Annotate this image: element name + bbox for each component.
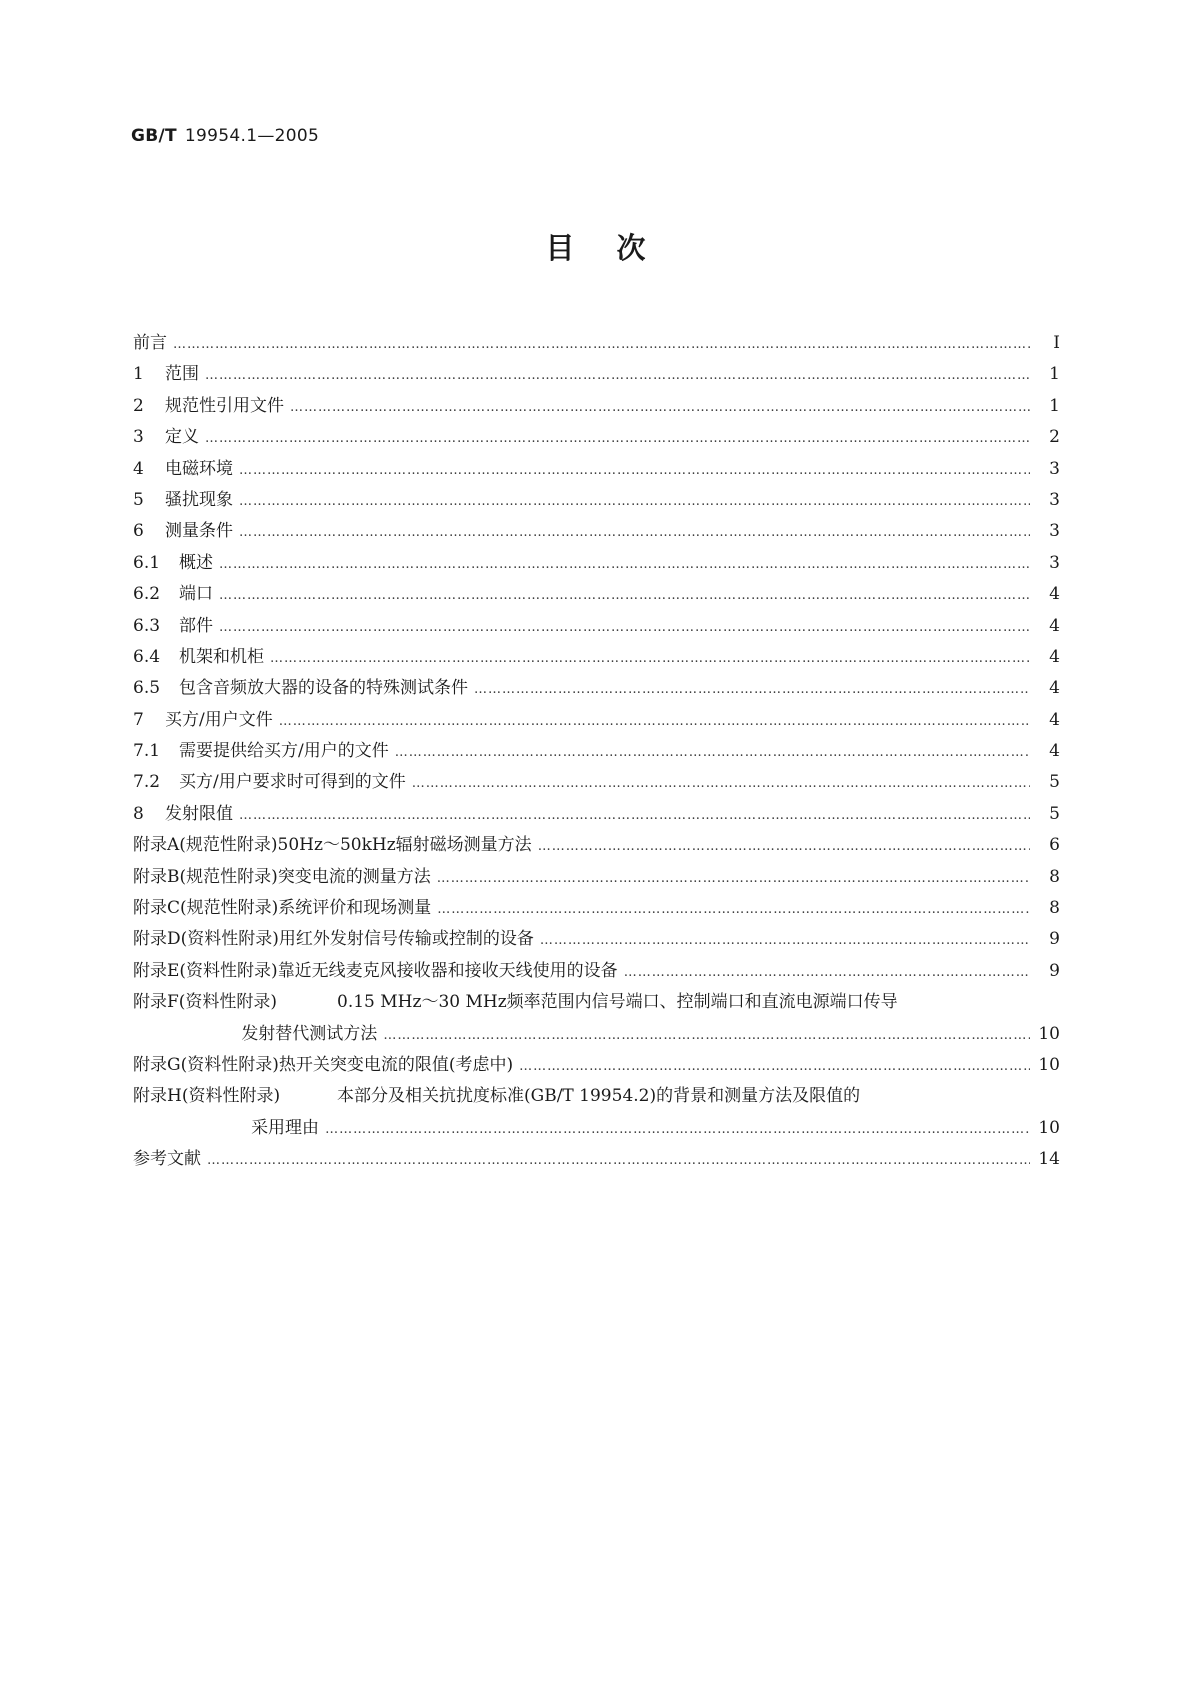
toc-annex-prefix: 附录E(资料性附录)	[133, 960, 278, 981]
toc-entry-page: 3	[1049, 458, 1060, 479]
toc-entry-label: 前言	[133, 333, 167, 353]
toc-leader-dots	[205, 360, 1030, 391]
toc-entry-page: 5	[1049, 803, 1060, 824]
toc-entry-annex-f[interactable]	[133, 987, 1060, 1018]
toc-entry-annex-h-continued[interactable]	[133, 1113, 1060, 1144]
toc-leader-dots	[290, 392, 1030, 423]
toc-entry-7-1[interactable]	[133, 736, 1060, 767]
toc-entry-page: Ⅰ	[1053, 333, 1060, 353]
toc-entry-label: 系统评价和现场测量	[278, 898, 432, 919]
toc-entry-label: 用红外发射信号传输或控制的设备	[278, 929, 534, 950]
toc-entry-label: 靠近无线麦克风接收器和接收天线使用的设备	[277, 960, 618, 981]
toc-entry-number: 6.4	[133, 646, 161, 667]
toc-entry-references[interactable]	[133, 1144, 1060, 1175]
toc-leader-dots	[437, 863, 1030, 894]
toc-leader-dots	[624, 957, 1030, 988]
toc-entry-number: 1	[133, 364, 144, 385]
toc-leader-dots	[270, 643, 1030, 674]
toc-leader-dots	[437, 894, 1030, 925]
toc-entry-label: 骚扰现象	[165, 489, 233, 510]
toc-entry-6-4[interactable]	[133, 642, 1060, 673]
toc-entry-annex-g[interactable]	[133, 1050, 1060, 1081]
toc-entry-7-2[interactable]	[133, 767, 1060, 798]
toc-entry-number: 6	[133, 521, 144, 542]
toc-entry-page: 10	[1038, 1054, 1060, 1075]
toc-entry-number: 7.2	[133, 772, 161, 793]
toc-entry-annex-c[interactable]	[133, 893, 1060, 924]
toc-entry-foreword[interactable]	[133, 328, 1060, 359]
toc-entry-label: 0.15 MHz～30 MHz频率范围内信号端口、控制端口和直流电源端口传导	[337, 992, 898, 1013]
toc-entry-page: 3	[1049, 489, 1060, 510]
toc-entry-number: 6.1	[133, 552, 161, 573]
toc-entry-page: 3	[1049, 552, 1060, 573]
toc-annex-prefix: 附录C(规范性附录)	[133, 898, 279, 919]
toc-entry-page: 4	[1049, 584, 1060, 605]
toc-entry-label-continued: 采用理由	[251, 1117, 320, 1138]
toc-entry-annex-a[interactable]	[133, 830, 1060, 861]
toc-entry-page: 4	[1049, 709, 1060, 730]
toc-entry-page: 5	[1049, 772, 1060, 793]
toc-entry-label: 热开关突变电流的限值(考虑中)	[278, 1054, 514, 1075]
toc-entry-4[interactable]	[133, 454, 1060, 485]
toc-entry-label: 部件	[179, 615, 213, 636]
toc-leader-dots	[205, 423, 1030, 454]
toc-leader-dots	[538, 831, 1030, 862]
toc-entry-page: 3	[1049, 521, 1060, 542]
toc-leader-dots	[412, 768, 1030, 799]
standard-number: 19954.1—2005	[184, 126, 320, 146]
page-title: 目次	[545, 231, 688, 265]
toc-entry-annex-d[interactable]	[133, 924, 1060, 955]
toc-entry-label: 参考文献	[133, 1149, 201, 1170]
toc-annex-prefix: 附录F(资料性附录)	[133, 992, 278, 1013]
toc-leader-dots	[540, 925, 1030, 956]
toc-leader-dots	[383, 1020, 1030, 1051]
toc-entry-page: 9	[1049, 960, 1060, 981]
toc-entry-number: 2	[133, 395, 144, 416]
toc-entry-page: 1	[1049, 395, 1060, 416]
toc-entry-label: 50Hz～50kHz辐射磁场测量方法	[277, 835, 532, 856]
toc-entry-label: 发射限值	[165, 803, 233, 824]
toc-entry-6-1[interactable]	[133, 548, 1060, 579]
toc-entry-number: 7	[133, 709, 144, 730]
toc-entry-label: 买方/用户文件	[165, 709, 273, 730]
toc-annex-prefix: 附录D(资料性附录)	[133, 929, 279, 950]
toc-entry-number: 3	[133, 427, 144, 448]
toc-entry-number: 6.3	[133, 615, 161, 636]
toc-annex-prefix: 附录H(资料性附录)	[133, 1086, 281, 1107]
toc-entry-label: 本部分及相关抗扰度标准(GB/T 19954.2)的背景和测量方法及限值的	[337, 1086, 861, 1107]
toc-entry-page: 4	[1049, 678, 1060, 699]
toc-leader-dots	[279, 706, 1030, 737]
toc-entry-label-continued: 发射替代测试方法	[241, 1023, 378, 1044]
toc-entry-6-2[interactable]	[133, 579, 1060, 610]
toc-entry-label: 突变电流的测量方法	[277, 866, 431, 887]
toc-entry-6-3[interactable]	[133, 611, 1060, 642]
toc-entry-6-5[interactable]	[133, 673, 1060, 704]
toc-entry-page: 8	[1049, 898, 1060, 919]
toc-entry-label: 电磁环境	[165, 458, 233, 479]
toc-leader-dots	[239, 486, 1030, 517]
toc-annex-prefix: 附录G(资料性附录)	[133, 1054, 279, 1075]
toc-entry-page: 14	[1038, 1149, 1060, 1170]
toc-entry-page: 4	[1049, 741, 1060, 762]
toc-entry-number: 4	[133, 458, 144, 479]
toc-entry-page: 4	[1049, 646, 1060, 667]
toc-entry-annex-h[interactable]	[133, 1081, 1060, 1112]
toc-leader-dots	[519, 1051, 1030, 1082]
toc-entry-annex-b[interactable]	[133, 862, 1060, 893]
toc-entry-page: 1	[1049, 364, 1060, 385]
toc-entry-number: 8	[133, 803, 144, 824]
toc-entry-number: 7.1	[133, 741, 161, 762]
toc-entry-7[interactable]	[133, 705, 1060, 736]
standard-prefix: GB/T	[131, 126, 177, 146]
standard-code	[131, 126, 319, 146]
toc-leader-dots	[219, 612, 1030, 643]
toc-entry-label: 测量条件	[165, 521, 233, 542]
toc-entry-annex-e[interactable]	[133, 956, 1060, 987]
toc-leader-dots	[395, 737, 1030, 768]
toc-entry-label: 定义	[165, 427, 199, 448]
toc-entry-2[interactable]	[133, 391, 1060, 422]
toc-entry-1[interactable]	[133, 359, 1060, 390]
toc-entry-page: 2	[1049, 427, 1060, 448]
toc-entry-label: 包含音频放大器的设备的特殊测试条件	[179, 678, 468, 699]
toc-entry-label: 需要提供给买方/用户的文件	[179, 741, 389, 762]
toc-leader-dots	[239, 800, 1030, 831]
toc-entry-page: 4	[1049, 615, 1060, 636]
toc-entry-3[interactable]	[133, 422, 1060, 453]
toc-leader-dots	[173, 329, 1030, 360]
toc-leader-dots	[239, 517, 1030, 548]
toc-entry-number: 6.2	[133, 584, 161, 605]
toc-entry-label: 买方/用户要求时可得到的文件	[179, 772, 406, 793]
toc-entry-annex-f-continued[interactable]	[133, 1019, 1060, 1050]
toc-annex-prefix: 附录A(规范性附录)	[133, 835, 278, 856]
toc-entry-5[interactable]	[133, 485, 1060, 516]
toc-entry-page: 10	[1038, 1117, 1060, 1138]
table-of-contents	[133, 328, 1060, 1176]
toc-entry-label: 端口	[179, 584, 213, 605]
toc-entry-8[interactable]	[133, 799, 1060, 830]
toc-entry-page: 6	[1049, 835, 1060, 856]
toc-entry-number: 6.5	[133, 678, 161, 699]
toc-leader-dots	[239, 455, 1030, 486]
toc-leader-dots	[207, 1145, 1030, 1176]
toc-entry-label: 范围	[165, 364, 199, 385]
toc-entry-6[interactable]	[133, 516, 1060, 547]
toc-entry-page: 9	[1049, 929, 1060, 950]
toc-entry-label: 规范性引用文件	[165, 395, 284, 416]
toc-entry-label: 概述	[179, 552, 213, 573]
toc-entry-number: 5	[133, 489, 144, 510]
toc-leader-dots	[325, 1114, 1030, 1145]
toc-entry-label: 机架和机柜	[179, 646, 264, 667]
toc-entry-page: 10	[1038, 1023, 1060, 1044]
toc-leader-dots	[219, 580, 1030, 611]
toc-annex-prefix: 附录B(规范性附录)	[133, 866, 278, 887]
toc-leader-dots	[219, 549, 1030, 580]
toc-entry-page: 8	[1049, 866, 1060, 887]
toc-leader-dots	[474, 674, 1030, 705]
